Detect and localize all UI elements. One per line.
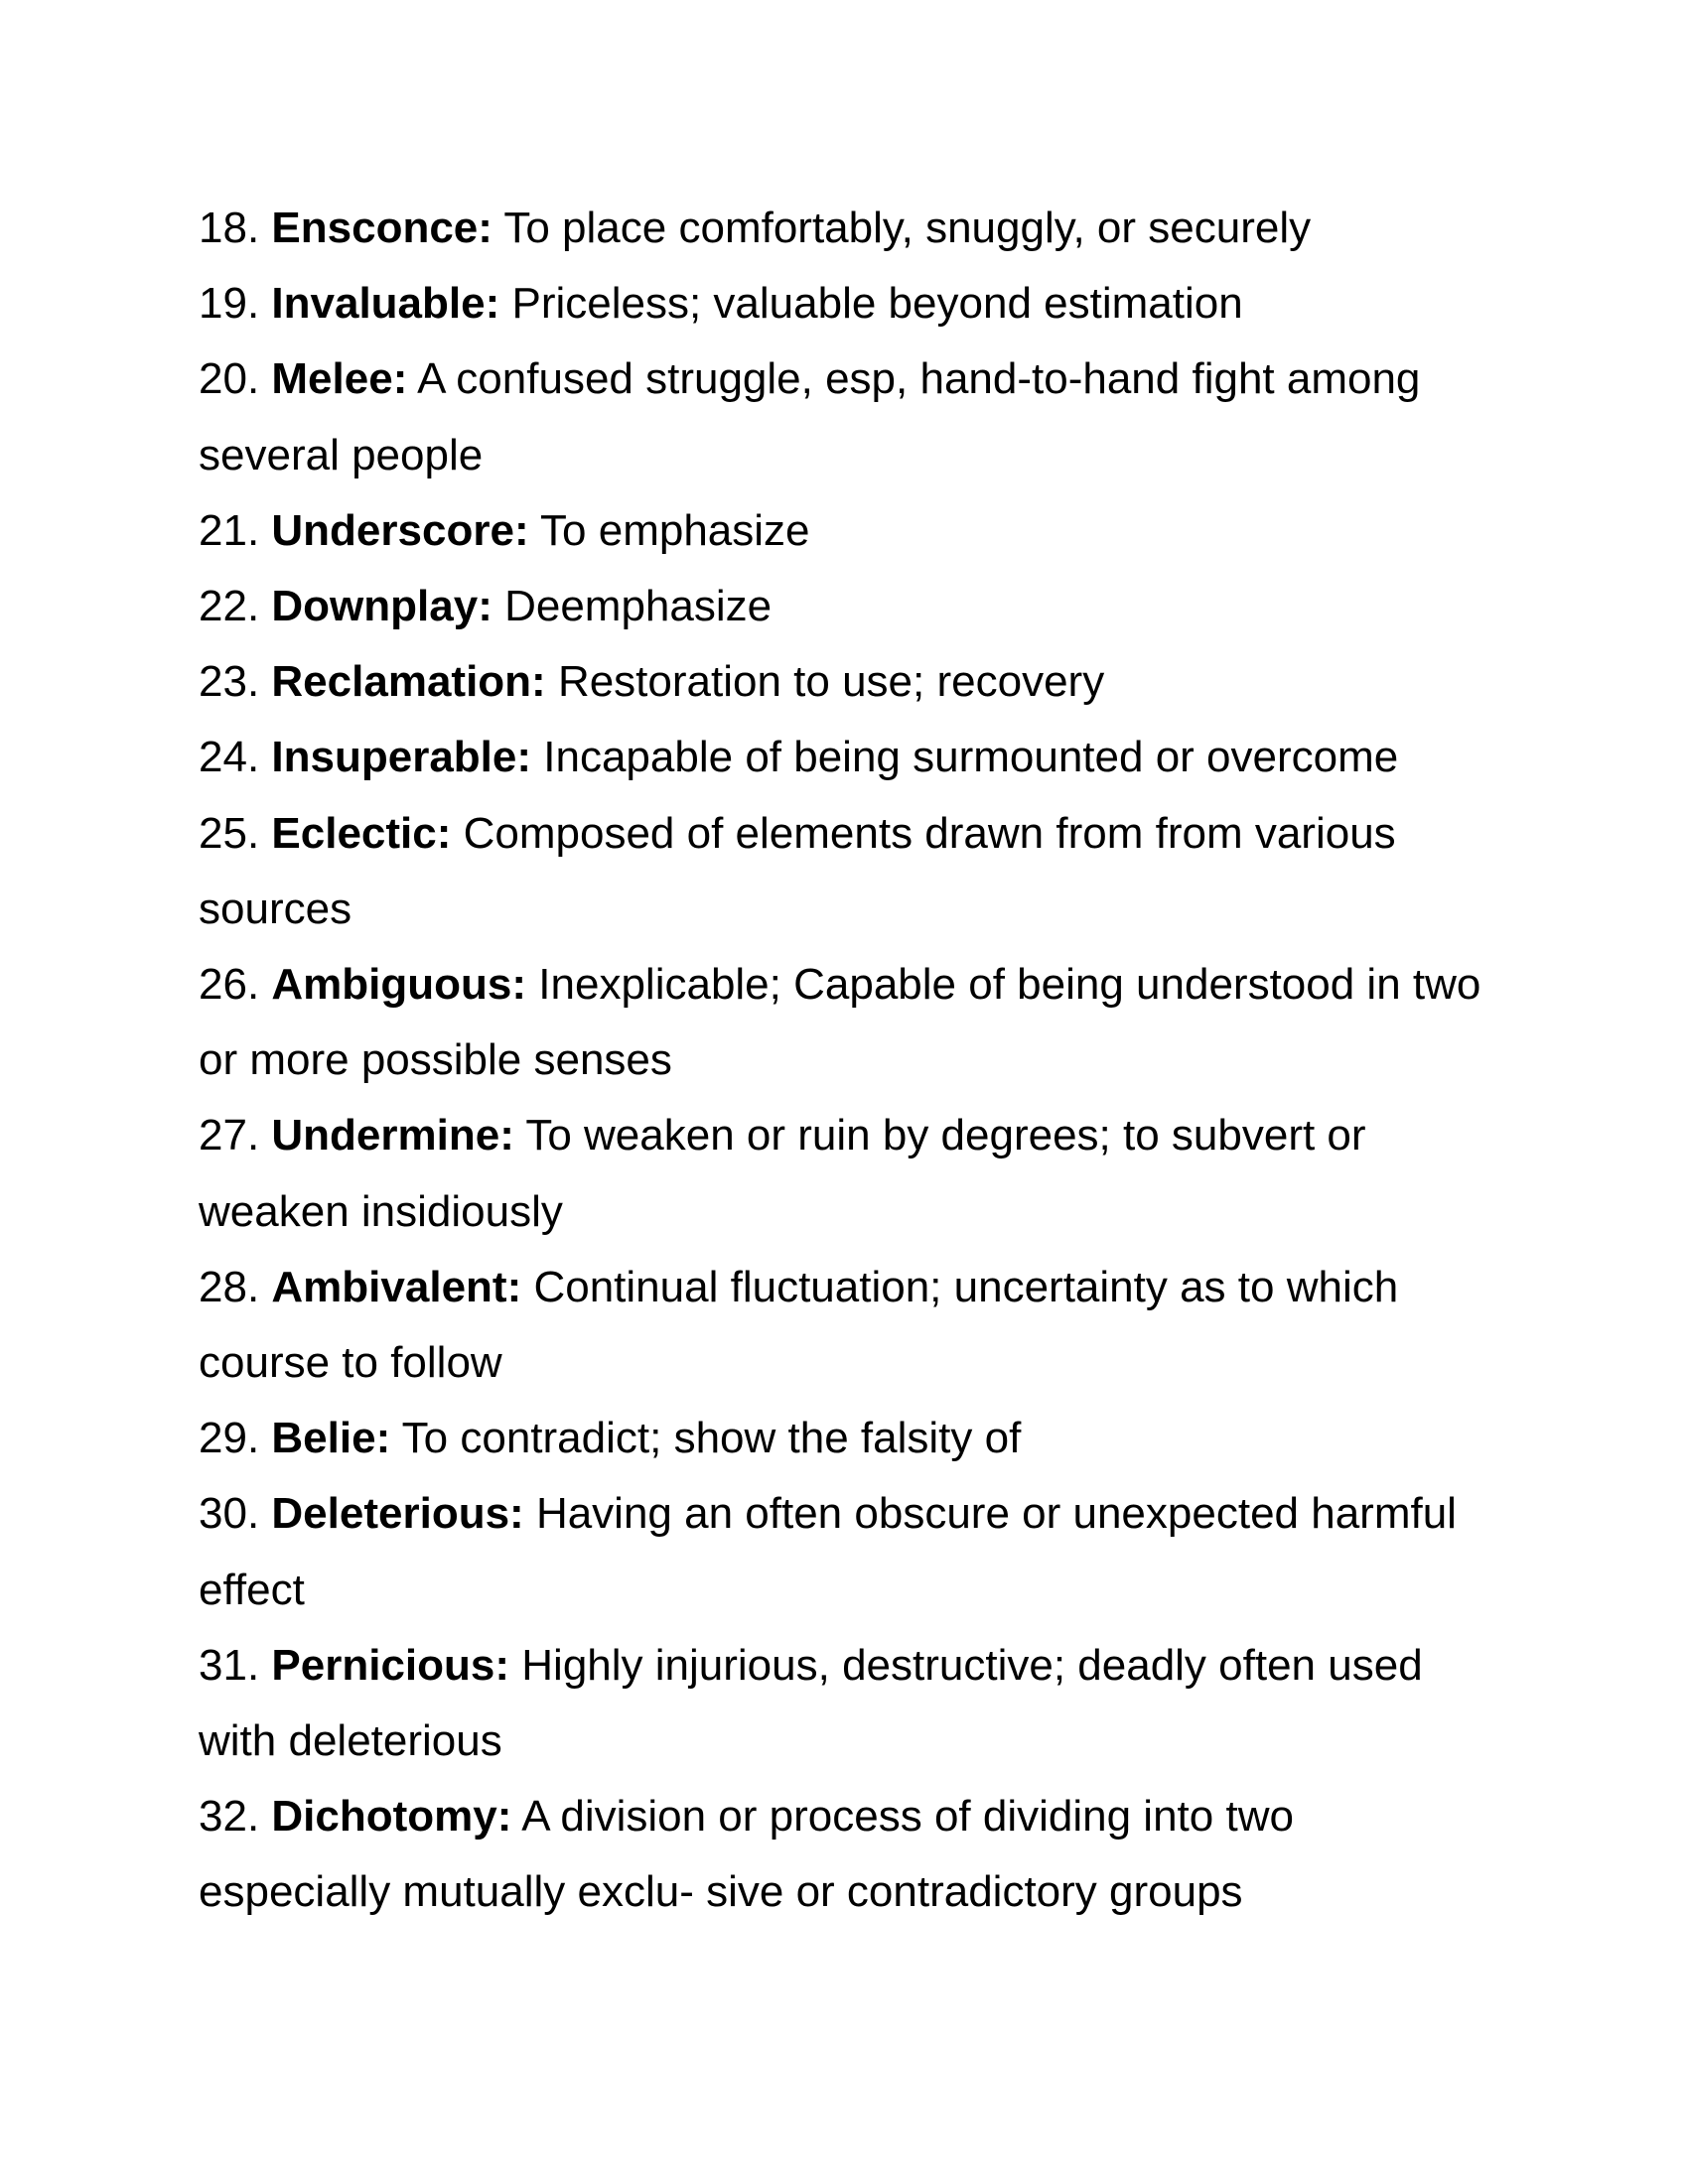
entry-term: Belie: [271,1414,391,1463]
entry-term: Eclectic: [271,808,452,858]
entry-number: 18. [199,204,260,252]
entry-term: Ambiguous: [271,960,527,1010]
entry-definition: To weaken or ruin by degrees; to subvert or weaken insidiously [199,1111,1366,1236]
list-item [199,1098,1489,1249]
list-item [199,341,1489,492]
entry-term: Invaluable: [271,279,500,329]
entry-term: Ensconce: [271,204,492,252]
entry-definition: Composed of elements drawn from from various sources [199,808,1396,933]
list-item [199,720,1489,795]
list-item [199,1628,1489,1779]
list-item [199,1401,1489,1476]
entry-term: Pernicious: [271,1640,510,1690]
entry-definition: Deemphasize [504,582,773,631]
entry-number: 19. [199,279,260,329]
entry-definition: Inexplicable; Capable of being understood in two or more possible senses [199,960,1481,1085]
vocabulary-list [199,191,1489,1931]
entry-definition: Restoration to use; recovery [557,657,1105,707]
list-item [199,266,1489,341]
entry-term: Ambivalent: [271,1262,522,1311]
entry-term: Undermine: [271,1111,514,1160]
list-item [199,644,1489,720]
entry-definition: A division or process of dividing into two especially mutually exclu- sive or contradictory groups [199,1792,1294,1917]
list-item [199,1476,1489,1627]
entry-number: 28. [199,1262,260,1311]
entry-term: Reclamation: [271,657,546,707]
entry-term: Insuperable: [271,733,532,782]
list-item [199,569,1489,644]
entry-definition: Incapable of being surmounted or overcome [543,733,1399,782]
entry-number: 26. [199,960,260,1010]
entry-number: 22. [199,582,260,631]
list-item [199,493,1489,569]
list-item [199,1779,1489,1930]
entry-definition: Priceless; valuable beyond estimation [511,279,1243,329]
entry-number: 32. [199,1792,260,1842]
entry-term: Underscore: [271,505,529,555]
entry-number: 27. [199,1111,260,1160]
entry-number: 20. [199,354,260,404]
entry-term: Dichotomy: [271,1792,512,1842]
entry-definition: Continual fluctuation; uncertainty as to which course to follow [199,1262,1399,1388]
entry-definition: A confused struggle, esp, hand-to-hand fight among several people [199,354,1421,479]
entry-definition: Having an often obscure or unexpected harmful effect [199,1489,1457,1614]
list-item [199,796,1489,947]
entry-definition: To contradict; show the falsity of [401,1414,1022,1463]
entry-term: Melee: [271,354,408,404]
entry-number: 24. [199,733,260,782]
list-item [199,191,1489,266]
entry-number: 30. [199,1489,260,1539]
entry-term: Deleterious: [271,1489,524,1539]
entry-number: 29. [199,1414,260,1463]
entry-number: 21. [199,505,260,555]
entry-definition: To place comfortably, snuggly, or securely [503,204,1312,252]
entry-definition: To emphasize [540,505,810,555]
entry-number: 23. [199,657,260,707]
entry-term: Downplay: [271,582,492,631]
entry-number: 31. [199,1640,260,1690]
entry-number: 25. [199,808,260,858]
list-item [199,947,1489,1098]
list-item [199,1250,1489,1401]
entry-definition: Highly injurious, destructive; deadly often used with deleterious [199,1640,1423,1766]
